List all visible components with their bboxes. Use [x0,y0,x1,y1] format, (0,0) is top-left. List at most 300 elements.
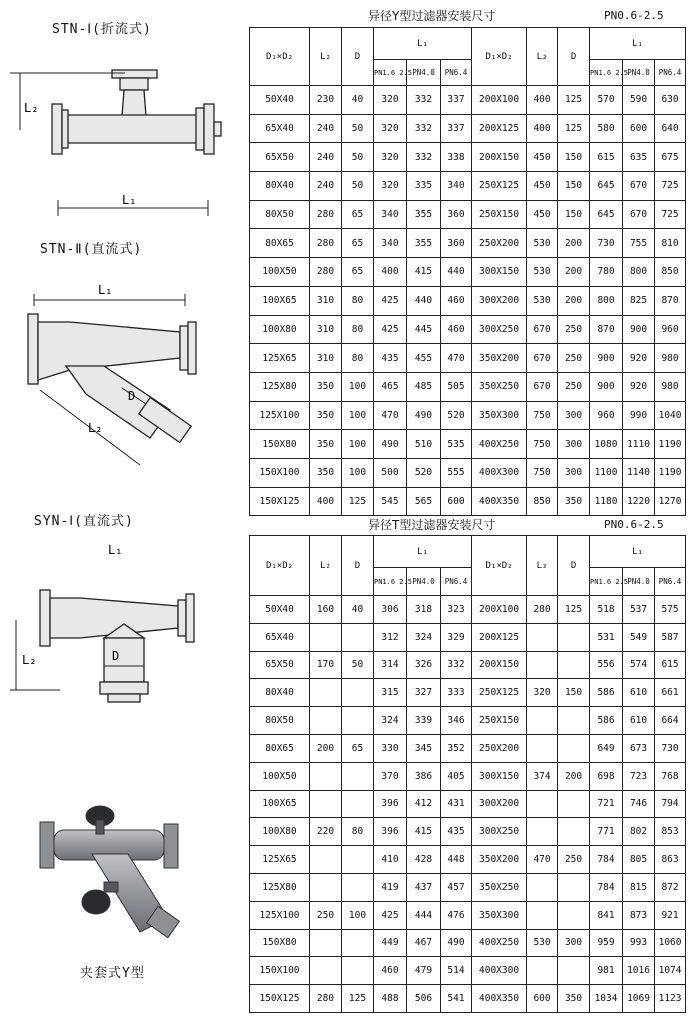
table-cell: 240 [310,114,342,143]
table-cell: 280 [310,200,342,229]
table-cell: 649 [590,734,623,762]
table-cell: 350 [558,985,590,1013]
table-cell: 520 [441,401,472,430]
table-cell: 476 [441,901,472,929]
table-cell: 310 [310,286,342,315]
table-cell: 794 [655,790,686,818]
table-cell: 386 [407,762,441,790]
table-cell: 730 [590,229,623,258]
header-pn64: PN6.4 [441,568,472,596]
table-cell: 65 [342,258,374,287]
table-cell: 50X40 [250,596,310,624]
table-cell: 784 [590,846,623,874]
table-row [250,86,686,115]
jacketed-y-strainer-photo [0,800,245,950]
table-cell: 490 [441,929,472,957]
table-cell: 250X200 [472,229,527,258]
table-row [250,790,686,818]
table-cell: 500 [374,458,407,487]
table-cell: 80X40 [250,679,310,707]
table-cell: 340 [441,172,472,201]
table-cell: 810 [655,229,686,258]
table-cell: 664 [655,707,686,735]
table-cell: 125 [558,114,590,143]
table-cell: 470 [527,846,558,874]
table-cell: 350X200 [472,846,527,874]
table-cell: 440 [441,258,472,287]
table-cell: 360 [441,229,472,258]
table-cell: 490 [407,401,441,430]
table-cell: 346 [441,707,472,735]
table-row [250,372,686,401]
stn2-l1-label: L₁ [98,283,113,297]
table-cell: 467 [407,929,441,957]
table-cell: 310 [310,315,342,344]
table-y-type [249,27,686,516]
table-cell: 900 [623,315,655,344]
table-cell: 570 [590,86,623,115]
table-cell: 990 [623,401,655,430]
table-row [250,985,686,1013]
table-cell: 350 [310,458,342,487]
table-cell: 280 [527,596,558,624]
table-cell: 320 [374,114,407,143]
table-row [250,286,686,315]
table-cell: 993 [623,929,655,957]
table-cell: 350X250 [472,372,527,401]
table-cell: 900 [590,344,623,373]
header-l1: L₁ [374,28,472,60]
table-cell: 200X100 [472,596,527,624]
table-cell: 125 [558,86,590,115]
table-row [250,957,686,985]
table-cell: 250 [558,344,590,373]
header-d: D [558,28,590,86]
table-cell: 324 [407,623,441,651]
table-cell: 610 [623,707,655,735]
header-pn40: PN4.0 [623,568,655,596]
table-cell: 350 [558,487,590,516]
table-cell: 530 [527,229,558,258]
table-cell: 300 [558,458,590,487]
caption-stn2: STN-Ⅱ(直流式) [40,242,143,257]
table-cell: 460 [441,315,472,344]
table-cell [558,790,590,818]
table-cell: 50 [342,172,374,201]
table-cell: 435 [441,818,472,846]
table-cell: 332 [407,114,441,143]
table-cell: 150X100 [250,957,310,985]
caption-stn1: STN-Ⅰ(折流式) [52,22,152,37]
table-cell: 1140 [623,458,655,487]
table-cell: 400 [310,487,342,516]
table-cell: 485 [407,372,441,401]
table-cell: 460 [441,286,472,315]
table-cell: 661 [655,679,686,707]
table-cell: 200 [558,762,590,790]
table-cell: 323 [441,596,472,624]
table-cell: 100 [342,401,374,430]
table-cell: 506 [407,985,441,1013]
table-cell: 320 [374,86,407,115]
table-cell [310,623,342,651]
table-cell: 725 [655,200,686,229]
table-cell [342,846,374,874]
table-cell: 746 [623,790,655,818]
table-row [250,651,686,679]
table-cell: 750 [527,458,558,487]
table-cell: 673 [623,734,655,762]
table-cell: 300 [558,929,590,957]
table-row [250,734,686,762]
table-cell: 220 [310,818,342,846]
table-cell: 959 [590,929,623,957]
table-cell: 240 [310,172,342,201]
table-cell: 300 [558,430,590,459]
table-cell: 315 [374,679,407,707]
table-cell: 640 [655,114,686,143]
table-cell: 300X200 [472,286,527,315]
table-cell: 355 [407,229,441,258]
table-cell: 100X65 [250,286,310,315]
table-row [250,901,686,929]
table-cell: 250X125 [472,679,527,707]
table-cell [527,734,558,762]
table-cell: 800 [623,258,655,287]
table-cell: 921 [655,901,686,929]
table-cell: 549 [623,623,655,651]
table-cell: 200 [558,229,590,258]
table-cell: 332 [441,651,472,679]
table-cell: 65X40 [250,623,310,651]
table-cell: 415 [407,258,441,287]
stn2-d-label: D [128,389,136,403]
table-cell: 470 [374,401,407,430]
table-cell: 535 [441,430,472,459]
table-cell: 768 [655,762,686,790]
table-cell: 200X150 [472,651,527,679]
table-cell [342,707,374,735]
table-cell: 200X125 [472,623,527,651]
table-cell: 150X100 [250,458,310,487]
table-cell: 431 [441,790,472,818]
table-cell: 960 [590,401,623,430]
table-cell: 670 [527,315,558,344]
table-cell: 556 [590,651,623,679]
table-cell: 150X125 [250,985,310,1013]
table-cell: 590 [623,86,655,115]
table-cell [342,929,374,957]
table-cell: 370 [374,762,407,790]
table-cell: 1190 [655,430,686,459]
table-cell: 396 [374,790,407,818]
table-cell: 332 [407,86,441,115]
table-cell [558,901,590,929]
header-pn64: PN6.4 [655,60,686,86]
table-cell: 400 [374,258,407,287]
table-cell: 324 [374,707,407,735]
table-cell: 100X80 [250,315,310,344]
table-cell: 40 [342,596,374,624]
table-cell: 518 [590,596,623,624]
header-d: D [342,536,374,596]
table-cell: 530 [527,286,558,315]
table-cell: 490 [374,430,407,459]
table-cell: 825 [623,286,655,315]
table-cell: 280 [310,229,342,258]
table-row [250,172,686,201]
table-cell: 50 [342,651,374,679]
table-cell: 338 [441,143,472,172]
table-cell: 125X65 [250,344,310,373]
table-cell: 721 [590,790,623,818]
table-cell: 841 [590,901,623,929]
table-cell: 815 [623,873,655,901]
table-cell: 419 [374,873,407,901]
table-cell [342,679,374,707]
table-cell: 1074 [655,957,686,985]
table-cell: 444 [407,901,441,929]
table-row [250,818,686,846]
table-cell: 80 [342,286,374,315]
table-cell: 400 [527,86,558,115]
table-cell: 100 [342,430,374,459]
table-cell: 850 [655,258,686,287]
table-cell: 645 [590,172,623,201]
table-row [250,846,686,874]
table-cell [558,734,590,762]
header-d1xd2: D₁×D₂ [472,536,527,596]
table-cell: 200 [558,258,590,287]
table-cell: 50 [342,114,374,143]
stn2-l2-label: L₂ [88,421,103,435]
table-cell: 698 [590,762,623,790]
header-d1xd2: D₁×D₂ [250,536,310,596]
table-row [250,873,686,901]
table-cell: 300X200 [472,790,527,818]
table-cell: 50 [342,143,374,172]
table-cell: 1180 [590,487,623,516]
header-l1: L₁ [590,28,686,60]
header-pn16: PN1.6 2.5 [590,568,623,596]
table-cell: 160 [310,596,342,624]
table-cell: 1060 [655,929,686,957]
table-cell: 400X350 [472,985,527,1013]
table-cell: 150X80 [250,430,310,459]
table-cell: 65 [342,200,374,229]
table-cell: 445 [407,315,441,344]
table-cell: 345 [407,734,441,762]
table-cell: 428 [407,846,441,874]
table-cell: 586 [590,679,623,707]
table-cell [342,623,374,651]
table-cell: 300X250 [472,315,527,344]
table-cell: 300X250 [472,818,527,846]
table-cell: 312 [374,623,407,651]
table-cell [527,873,558,901]
table-cell: 100X50 [250,762,310,790]
table-row [250,487,686,516]
table-cell: 450 [527,200,558,229]
table-cell: 479 [407,957,441,985]
table-cell [342,762,374,790]
header-l2: L₂ [310,536,342,596]
table-cell: 615 [590,143,623,172]
table-cell: 250X150 [472,707,527,735]
table-cell: 750 [527,401,558,430]
table-cell: 327 [407,679,441,707]
table-cell: 374 [527,762,558,790]
table-cell: 635 [623,143,655,172]
table-cell: 310 [310,344,342,373]
table-cell: 400X350 [472,487,527,516]
table-cell [527,790,558,818]
table-cell: 333 [441,679,472,707]
table-cell: 340 [374,200,407,229]
table-cell: 80X40 [250,172,310,201]
table-cell: 150 [558,172,590,201]
table-cell: 437 [407,873,441,901]
header-pn64: PN6.4 [655,568,686,596]
table-cell: 350X250 [472,873,527,901]
table-cell: 981 [590,957,623,985]
table-cell: 800 [590,286,623,315]
header-l2: L₂ [527,28,558,86]
table2-title: 异径T型过滤器安装尺寸 [368,518,496,532]
table-cell: 537 [623,596,655,624]
header-pn40: PN4.0 [407,60,441,86]
header-pn16: PN1.6 2.5 [374,60,407,86]
caption-photo: 夹套式Y型 [80,966,145,981]
table-cell: 350X300 [472,401,527,430]
table-cell: 980 [655,344,686,373]
table-cell: 339 [407,707,441,735]
table-cell: 600 [527,985,558,1013]
table-cell: 514 [441,957,472,985]
table-cell: 873 [623,901,655,929]
table-cell: 520 [407,458,441,487]
table-row [250,143,686,172]
table-cell: 300X150 [472,762,527,790]
table-cell: 352 [441,734,472,762]
table-cell: 670 [527,372,558,401]
table-cell: 725 [655,172,686,201]
table-row [250,458,686,487]
table1-code: PN0.6-2.5 [604,9,664,22]
table-cell: 541 [441,985,472,1013]
table-cell: 505 [441,372,472,401]
table-cell: 250 [310,901,342,929]
table-row [250,707,686,735]
header-d1xd2: D₁×D₂ [472,28,527,86]
table-cell: 340 [374,229,407,258]
table-row [250,200,686,229]
table-cell: 80 [342,344,374,373]
table-cell: 80X50 [250,707,310,735]
table-cell: 425 [374,901,407,929]
table-cell: 337 [441,86,472,115]
table-cell: 125X65 [250,846,310,874]
table-cell: 455 [407,344,441,373]
syn1-l1-label: L₁ [108,543,123,557]
table-cell: 670 [623,172,655,201]
table-cell: 326 [407,651,441,679]
table-cell: 920 [623,372,655,401]
table-cell: 784 [590,873,623,901]
table-cell: 400 [527,114,558,143]
header-l1: L₁ [374,536,472,568]
table-cell: 850 [527,487,558,516]
table-cell: 531 [590,623,623,651]
table-cell: 1190 [655,458,686,487]
table-row [250,623,686,651]
table-cell: 1034 [590,985,623,1013]
table-cell [310,957,342,985]
table-cell: 1110 [623,430,655,459]
table-cell: 400X250 [472,929,527,957]
table-cell [558,957,590,985]
table-cell: 435 [374,344,407,373]
table-cell: 200 [558,286,590,315]
table-cell: 250X150 [472,200,527,229]
table-cell: 306 [374,596,407,624]
table-cell: 250 [558,372,590,401]
table-cell: 320 [374,143,407,172]
table-cell: 240 [310,143,342,172]
table-cell [310,846,342,874]
table-cell: 440 [407,286,441,315]
table-cell: 125X80 [250,372,310,401]
table-cell: 100X65 [250,790,310,818]
table-cell: 610 [623,679,655,707]
header-pn16: PN1.6 2.5 [590,60,623,86]
syn1-drawing [0,540,245,720]
table-cell: 332 [407,143,441,172]
table-cell: 1270 [655,487,686,516]
table-cell: 200X150 [472,143,527,172]
table-cell [527,651,558,679]
table-cell: 470 [441,344,472,373]
table-cell: 318 [407,596,441,624]
header-pn40: PN4.0 [623,60,655,86]
table-cell: 150 [558,679,590,707]
table-cell: 80 [342,315,374,344]
table-cell: 100X80 [250,818,310,846]
table-row [250,929,686,957]
table-cell: 337 [441,114,472,143]
header-l2: L₂ [310,28,342,86]
table-cell: 870 [655,286,686,315]
stn1-drawing [0,60,245,230]
table-cell [310,929,342,957]
table-cell: 863 [655,846,686,874]
header-pn16: PN1.6 2.5 [374,568,407,596]
table-cell: 615 [655,651,686,679]
table-cell: 425 [374,315,407,344]
syn1-l2-label: L₂ [22,653,37,667]
table-cell [310,762,342,790]
table-cell: 412 [407,790,441,818]
table-row [250,401,686,430]
table-cell: 645 [590,200,623,229]
table-cell: 250 [558,315,590,344]
table1-title: 异径Y型过滤器安装尺寸 [368,9,496,23]
table-cell: 250X125 [472,172,527,201]
table-cell: 780 [590,258,623,287]
table-cell: 200 [310,734,342,762]
table-cell: 400X300 [472,458,527,487]
table-cell: 300 [558,401,590,430]
